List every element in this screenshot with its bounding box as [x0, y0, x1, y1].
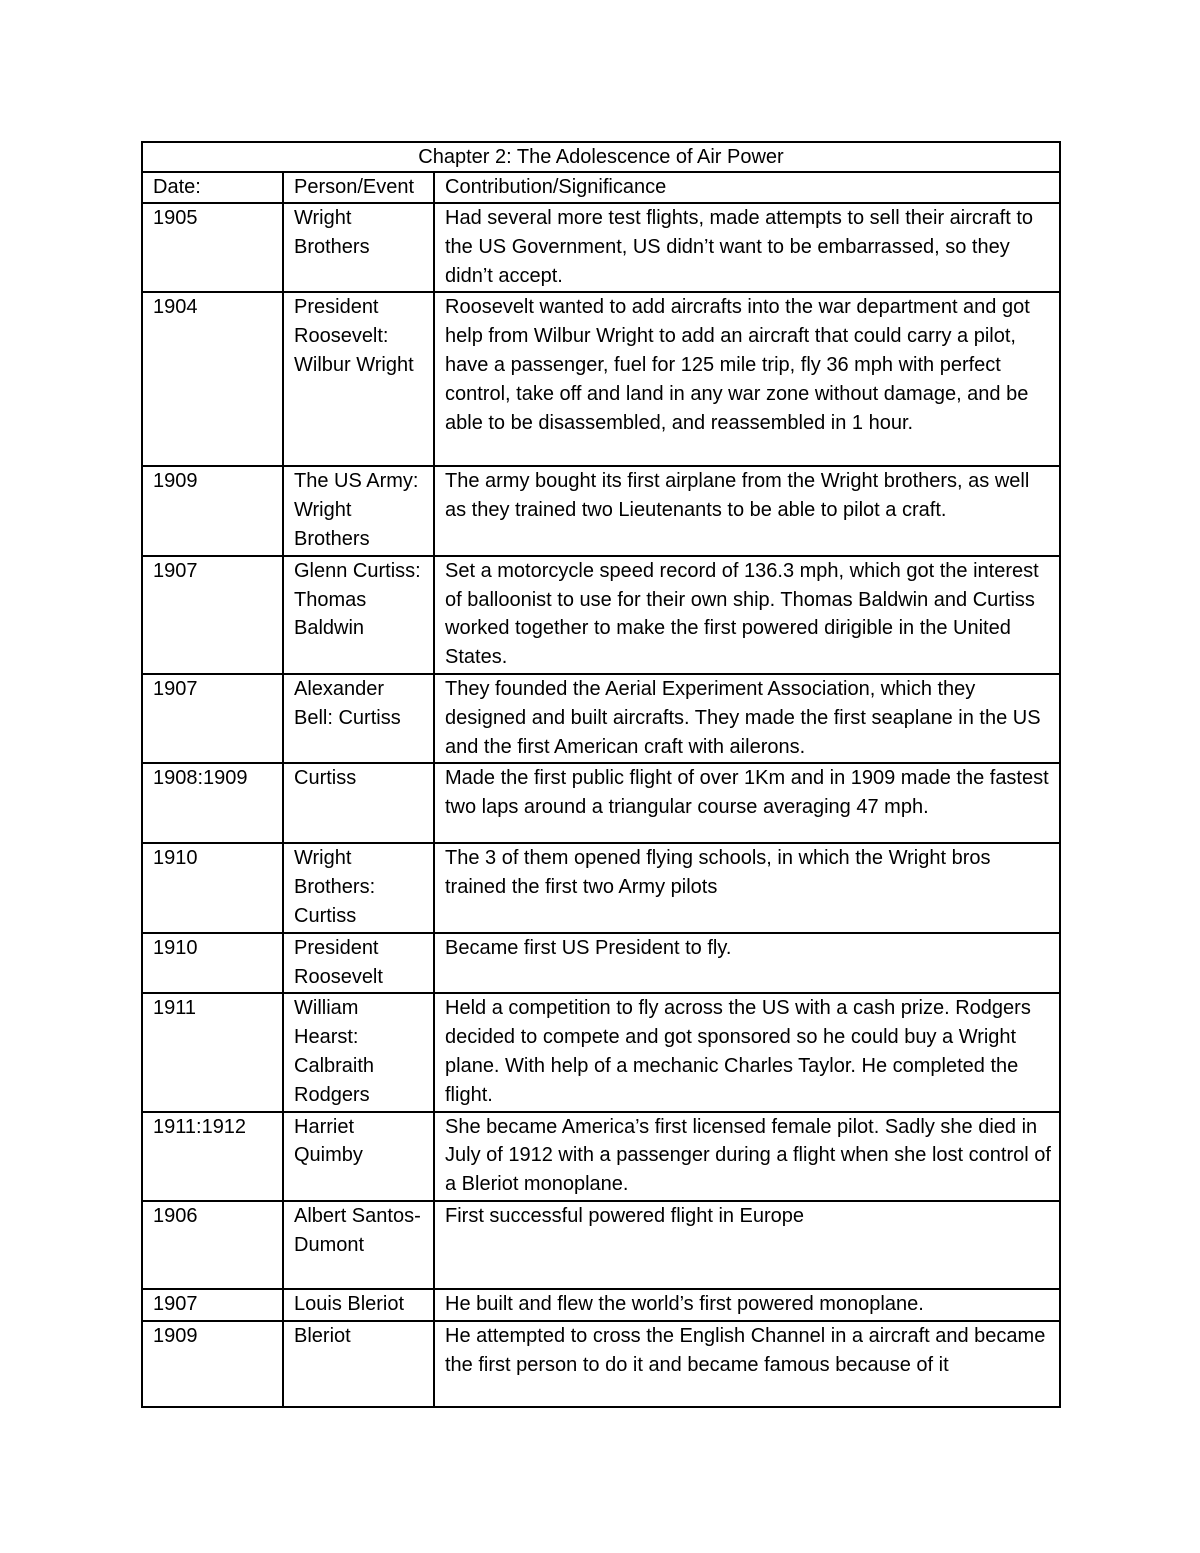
row-person: Glenn Curtiss: Thomas Baldwin — [283, 556, 434, 674]
row-contribution: Held a competition to fly across the US with a cash prize. Rodgers decided to compete and got sponsored so he could buy a Wright plane. With help of a mechanic Charles Taylor. He completed the flight. — [434, 993, 1060, 1111]
table-row — [142, 933, 1060, 994]
row-contribution: Set a motorcycle speed record of 136.3 mph, which got the interest of balloonist to use for their own ship. Thomas Baldwin and Curtiss worked together to make the first powered dirigible in the United States. — [434, 556, 1060, 674]
header-contribution: Contribution/Significance — [434, 172, 1060, 203]
row-contribution: He built and flew the world’s first powered monoplane. — [434, 1289, 1060, 1321]
row-person: The US Army: Wright Brothers — [283, 466, 434, 555]
table-title: Chapter 2: The Adolescence of Air Power — [142, 142, 1060, 172]
row-contribution: Had several more test flights, made attempts to sell their aircraft to the US Government, US didn’t want to be embarrassed, so they didn’t accept. — [434, 203, 1060, 292]
row-contribution: Roosevelt wanted to add aircrafts into the war department and got help from Wilbur Wright to add an aircraft that could carry a pilot, have a passenger, fuel for 125 mile trip, fly 36 mph with perfect control, take off and land in any war zone without damage, and be able to be disassembled, and reassembled in 1 hour. — [434, 292, 1060, 466]
timeline-table — [141, 141, 1061, 1408]
table-row — [142, 1289, 1060, 1321]
row-date: 1908:1909 — [142, 763, 283, 843]
row-person: Curtiss — [283, 763, 434, 843]
header-date: Date: — [142, 172, 283, 203]
table-row — [142, 1112, 1060, 1201]
table-row — [142, 292, 1060, 466]
row-person: Louis Bleriot — [283, 1289, 434, 1321]
row-person: William Hearst: Calbraith Rodgers — [283, 993, 434, 1111]
row-date: 1910 — [142, 933, 283, 994]
header-person-event: Person/Event — [283, 172, 434, 203]
row-person: Harriet Quimby — [283, 1112, 434, 1201]
row-person: Bleriot — [283, 1321, 434, 1407]
row-date: 1907 — [142, 674, 283, 763]
row-person: Alexander Bell: Curtiss — [283, 674, 434, 763]
table-row — [142, 1321, 1060, 1407]
row-contribution: They founded the Aerial Experiment Association, which they designed and built aircrafts. They made the first seaplane in the US and the first American craft with ailerons. — [434, 674, 1060, 763]
table-row — [142, 556, 1060, 674]
row-contribution: Became first US President to fly. — [434, 933, 1060, 994]
table-row — [142, 466, 1060, 555]
row-date: 1911:1912 — [142, 1112, 283, 1201]
row-date: 1910 — [142, 843, 283, 932]
row-date: 1904 — [142, 292, 283, 466]
row-contribution: The 3 of them opened flying schools, in which the Wright bros trained the first two Army pilots — [434, 843, 1060, 932]
title-row — [142, 142, 1060, 172]
header-row — [142, 172, 1060, 203]
row-person: President Roosevelt: Wilbur Wright — [283, 292, 434, 466]
row-date: 1909 — [142, 1321, 283, 1407]
row-date: 1906 — [142, 1201, 283, 1289]
row-contribution: Made the first public flight of over 1Km and in 1909 made the fastest two laps around a triangular course averaging 47 mph. — [434, 763, 1060, 843]
row-date: 1909 — [142, 466, 283, 555]
table-row — [142, 674, 1060, 763]
table-body — [142, 142, 1060, 1407]
row-date: 1905 — [142, 203, 283, 292]
row-person: Wright Brothers: Curtiss — [283, 843, 434, 932]
row-contribution: She became America’s first licensed female pilot. Sadly she died in July of 1912 with a passenger during a flight when she lost control of a Bleriot monoplane. — [434, 1112, 1060, 1201]
row-person: Albert Santos-Dumont — [283, 1201, 434, 1289]
row-date: 1911 — [142, 993, 283, 1111]
table-row — [142, 993, 1060, 1111]
row-person: Wright Brothers — [283, 203, 434, 292]
table-row — [142, 843, 1060, 932]
table-row — [142, 1201, 1060, 1289]
row-contribution: First successful powered flight in Europe — [434, 1201, 1060, 1289]
row-contribution: The army bought its first airplane from the Wright brothers, as well as they trained two Lieutenants to be able to pilot a craft. — [434, 466, 1060, 555]
row-date: 1907 — [142, 556, 283, 674]
table-row — [142, 203, 1060, 292]
table-row — [142, 763, 1060, 843]
row-contribution: He attempted to cross the English Channel in a aircraft and became the first person to do it and became famous because of it — [434, 1321, 1060, 1407]
row-person: President Roosevelt — [283, 933, 434, 994]
row-date: 1907 — [142, 1289, 283, 1321]
